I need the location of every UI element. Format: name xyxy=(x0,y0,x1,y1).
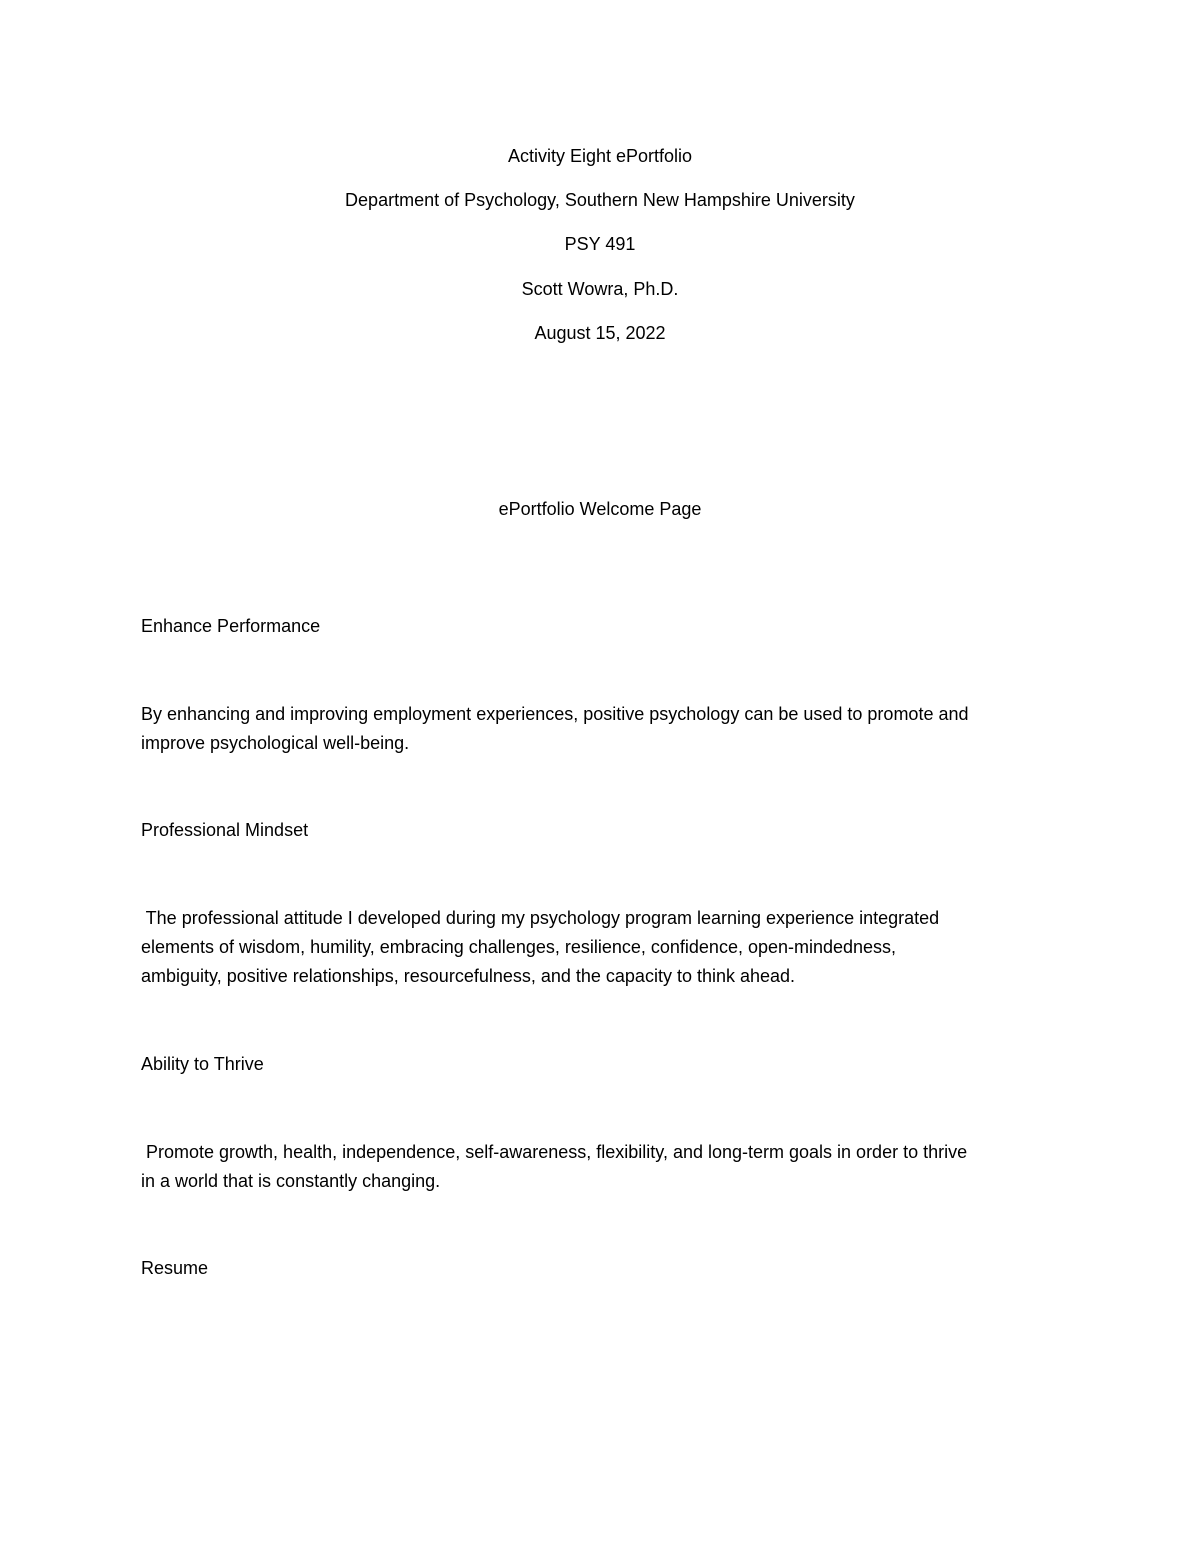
section-heading-ability-to-thrive: Ability to Thrive xyxy=(141,1054,264,1074)
section-text-line: The professional attitude I developed during my psychology program learning experience integrated xyxy=(141,908,940,928)
section-text-line: improve psychological well-being. xyxy=(141,733,410,753)
section-text-line: ambiguity, positive relationships, resourcefulness, and the capacity to think ahead. xyxy=(141,966,796,986)
section-heading-professional-mindset: Professional Mindset xyxy=(141,820,309,840)
course-code: PSY 491 xyxy=(564,234,636,254)
document-date: August 15, 2022 xyxy=(534,323,666,343)
document-title: Activity Eight ePortfolio xyxy=(507,146,693,166)
instructor-name: Scott Wowra, Ph.D. xyxy=(521,279,679,299)
section-text-line: elements of wisdom, humility, embracing challenges, resilience, confidence, open-mindedness, xyxy=(141,937,897,957)
department-line: Department of Psychology, Southern New Hampshire University xyxy=(345,190,855,210)
welcome-heading: ePortfolio Welcome Page xyxy=(498,499,702,519)
section-text-line: By enhancing and improving employment experiences, positive psychology can be used to promote and xyxy=(141,704,969,724)
section-heading-enhance-performance: Enhance Performance xyxy=(141,616,321,636)
section-text-line: in a world that is constantly changing. xyxy=(141,1171,441,1191)
section-text-line: Promote growth, health, independence, self-awareness, flexibility, and long-term goals in order to thrive xyxy=(141,1142,968,1162)
section-heading-resume: Resume xyxy=(141,1258,209,1278)
